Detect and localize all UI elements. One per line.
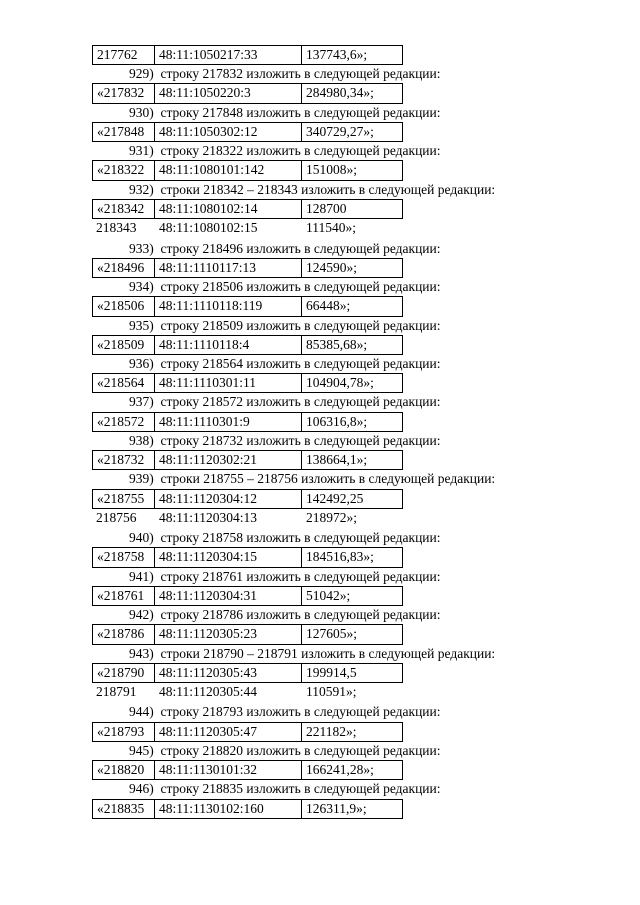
row-number-cell: «218755 (92, 489, 155, 509)
instruction-text: строки 218755 – 218756 изложить в следующей редакции: (160, 471, 496, 487)
amendment-instruction (92, 703, 552, 721)
row-number-cell: «218732 (92, 450, 155, 470)
table-row (92, 160, 552, 180)
item-number: 935) (129, 317, 154, 333)
table-row (92, 412, 552, 432)
table-row (92, 799, 552, 819)
amendment-instruction (92, 278, 552, 296)
instruction-text: строку 218786 изложить в следующей редакции: (160, 607, 441, 623)
value-cell: 218972»; (306, 509, 358, 525)
amendment-instruction (92, 393, 552, 411)
item-number: 936) (129, 355, 154, 371)
item-number: 929) (129, 66, 154, 82)
cadastral-number-cell: 48:11:1050217:33 (155, 45, 302, 65)
item-number: 932) (129, 181, 154, 197)
document-body (92, 45, 552, 819)
item-number: 942) (129, 607, 154, 623)
item-number: 943) (129, 645, 154, 661)
amendment-instruction (92, 742, 552, 760)
item-number: 937) (129, 394, 154, 410)
item-number: 933) (129, 240, 154, 256)
amendment-instruction (92, 104, 552, 122)
amendment-instruction (92, 568, 552, 586)
table-row (92, 219, 552, 239)
instruction-text: строку 217848 изложить в следующей редакции: (160, 104, 441, 120)
row-number-cell: «218506 (92, 296, 155, 316)
table-row (92, 586, 552, 606)
table-row (92, 335, 552, 355)
value-cell: 85385,68»; (302, 335, 403, 355)
item-number: 946) (129, 781, 154, 797)
table-row (92, 122, 552, 142)
table-row (92, 760, 552, 780)
table-row (92, 199, 552, 219)
item-number: 940) (129, 530, 154, 546)
cadastral-number-cell: 48:11:1080102:14 (155, 199, 302, 219)
row-number-cell: «218342 (92, 199, 155, 219)
row-number-cell: «218758 (92, 547, 155, 567)
value-cell: 126311,9»; (302, 799, 403, 819)
instruction-text: строку 218732 изложить в следующей редакции: (160, 432, 441, 448)
amendment-instruction (92, 780, 552, 798)
instruction-text: строку 218572 изложить в следующей редакции: (160, 394, 441, 410)
value-cell: 199914,5 (302, 663, 403, 683)
table-row (92, 663, 552, 683)
row-number-cell: 218756 (96, 509, 137, 525)
cadastral-number-cell: 48:11:1120305:23 (155, 624, 302, 644)
table-row (92, 45, 552, 65)
table-row (92, 624, 552, 644)
value-cell: 127605»; (302, 624, 403, 644)
amendment-instruction (92, 645, 552, 663)
item-number: 938) (129, 432, 154, 448)
instruction-text: строку 218793 изложить в следующей редакции: (160, 704, 441, 720)
cadastral-number-cell: 48:11:1120304:12 (155, 489, 302, 509)
value-cell: 51042»; (302, 586, 403, 606)
value-cell: 166241,28»; (302, 760, 403, 780)
row-number-cell: «218509 (92, 335, 155, 355)
cadastral-number-cell: 48:11:1080101:142 (155, 160, 302, 180)
item-number: 941) (129, 568, 154, 584)
instruction-text: строку 218496 изложить в следующей редакции: (160, 240, 441, 256)
cadastral-number-cell: 48:11:1130101:32 (155, 760, 302, 780)
value-cell: 128700 (302, 199, 403, 219)
value-cell: 151008»; (302, 160, 403, 180)
instruction-text: строку 218820 изложить в следующей редакции: (160, 742, 441, 758)
instruction-text: строку 218835 изложить в следующей редакции: (160, 781, 441, 797)
value-cell: 221182»; (302, 722, 403, 742)
table-row (92, 509, 552, 529)
instruction-text: строки 218790 – 218791 изложить в следующей редакции: (160, 645, 496, 661)
amendment-instruction (92, 432, 552, 450)
table-row (92, 489, 552, 509)
cadastral-number-cell: 48:11:1110301:9 (155, 412, 302, 432)
amendment-instruction (92, 355, 552, 373)
cadastral-number-cell: 48:11:1110118:119 (155, 296, 302, 316)
value-cell: 184516,83»; (302, 547, 403, 567)
value-cell: 111540»; (306, 220, 356, 236)
table-row (92, 83, 552, 103)
instruction-text: строку 218761 изложить в следующей редакции: (160, 568, 441, 584)
cadastral-number-cell: 48:11:1120304:13 (159, 509, 258, 525)
item-number: 930) (129, 104, 154, 120)
instruction-text: строку 218564 изложить в следующей редакции: (160, 355, 441, 371)
amendment-instruction (92, 65, 552, 83)
amendment-instruction (92, 142, 552, 160)
instruction-text: строку 218509 изложить в следующей редакции: (160, 317, 441, 333)
instruction-text: строку 217832 изложить в следующей редакции: (160, 66, 441, 82)
row-number-cell: «218790 (92, 663, 155, 683)
instruction-text: строки 218342 – 218343 изложить в следующей редакции: (160, 181, 496, 197)
value-cell: 104904,78»; (302, 373, 403, 393)
instruction-text: строку 218758 изложить в следующей редакции: (160, 530, 441, 546)
value-cell: 340729,27»; (302, 122, 403, 142)
cadastral-number-cell: 48:11:1080102:15 (159, 220, 258, 236)
value-cell: 124590»; (302, 258, 403, 278)
cadastral-number-cell: 48:11:1120305:47 (155, 722, 302, 742)
item-number: 934) (129, 279, 154, 295)
amendment-instruction (92, 240, 552, 258)
cadastral-number-cell: 48:11:1110118:4 (155, 335, 302, 355)
amendment-instruction (92, 470, 552, 488)
table-row (92, 722, 552, 742)
amendment-instruction (92, 317, 552, 335)
table-row (92, 450, 552, 470)
row-number-cell: «218564 (92, 373, 155, 393)
cadastral-number-cell: 48:11:1120305:44 (159, 684, 258, 700)
row-number-cell: 218343 (96, 220, 137, 236)
item-number: 945) (129, 742, 154, 758)
row-number-cell: 218791 (96, 684, 137, 700)
item-number: 944) (129, 704, 154, 720)
row-number-cell: «218761 (92, 586, 155, 606)
instruction-text: строку 218322 изложить в следующей редакции: (160, 143, 441, 159)
row-number-cell: «217848 (92, 122, 155, 142)
item-number: 939) (129, 471, 154, 487)
table-row (92, 373, 552, 393)
value-cell: 106316,8»; (302, 412, 403, 432)
row-number-cell: «218786 (92, 624, 155, 644)
value-cell: 142492,25 (302, 489, 403, 509)
cadastral-number-cell: 48:11:1130102:160 (155, 799, 302, 819)
cadastral-number-cell: 48:11:1110117:13 (155, 258, 302, 278)
value-cell: 138664,1»; (302, 450, 403, 470)
cadastral-number-cell: 48:11:1120305:43 (155, 663, 302, 683)
cadastral-number-cell: 48:11:1120304:15 (155, 547, 302, 567)
row-number-cell: «218322 (92, 160, 155, 180)
table-row (92, 683, 552, 703)
cadastral-number-cell: 48:11:1050220:3 (155, 83, 302, 103)
value-cell: 137743,6»; (302, 45, 403, 65)
amendment-instruction (92, 529, 552, 547)
row-number-cell: «218496 (92, 258, 155, 278)
value-cell: 66448»; (302, 296, 403, 316)
table-row (92, 547, 552, 567)
table-row (92, 258, 552, 278)
row-number-cell: «218835 (92, 799, 155, 819)
row-number-cell: «217832 (92, 83, 155, 103)
table-row (92, 296, 552, 316)
amendment-instruction (92, 181, 552, 199)
row-number-cell: 217762 (92, 45, 155, 65)
item-number: 931) (129, 143, 154, 159)
cadastral-number-cell: 48:11:1120304:31 (155, 586, 302, 606)
cadastral-number-cell: 48:11:1120302:21 (155, 450, 302, 470)
instruction-text: строку 218506 изложить в следующей редакции: (160, 279, 441, 295)
cadastral-number-cell: 48:11:1110301:11 (155, 373, 302, 393)
row-number-cell: «218572 (92, 412, 155, 432)
value-cell: 284980,34»; (302, 83, 403, 103)
cadastral-number-cell: 48:11:1050302:12 (155, 122, 302, 142)
amendment-instruction (92, 606, 552, 624)
row-number-cell: «218793 (92, 722, 155, 742)
row-number-cell: «218820 (92, 760, 155, 780)
value-cell: 110591»; (306, 684, 357, 700)
